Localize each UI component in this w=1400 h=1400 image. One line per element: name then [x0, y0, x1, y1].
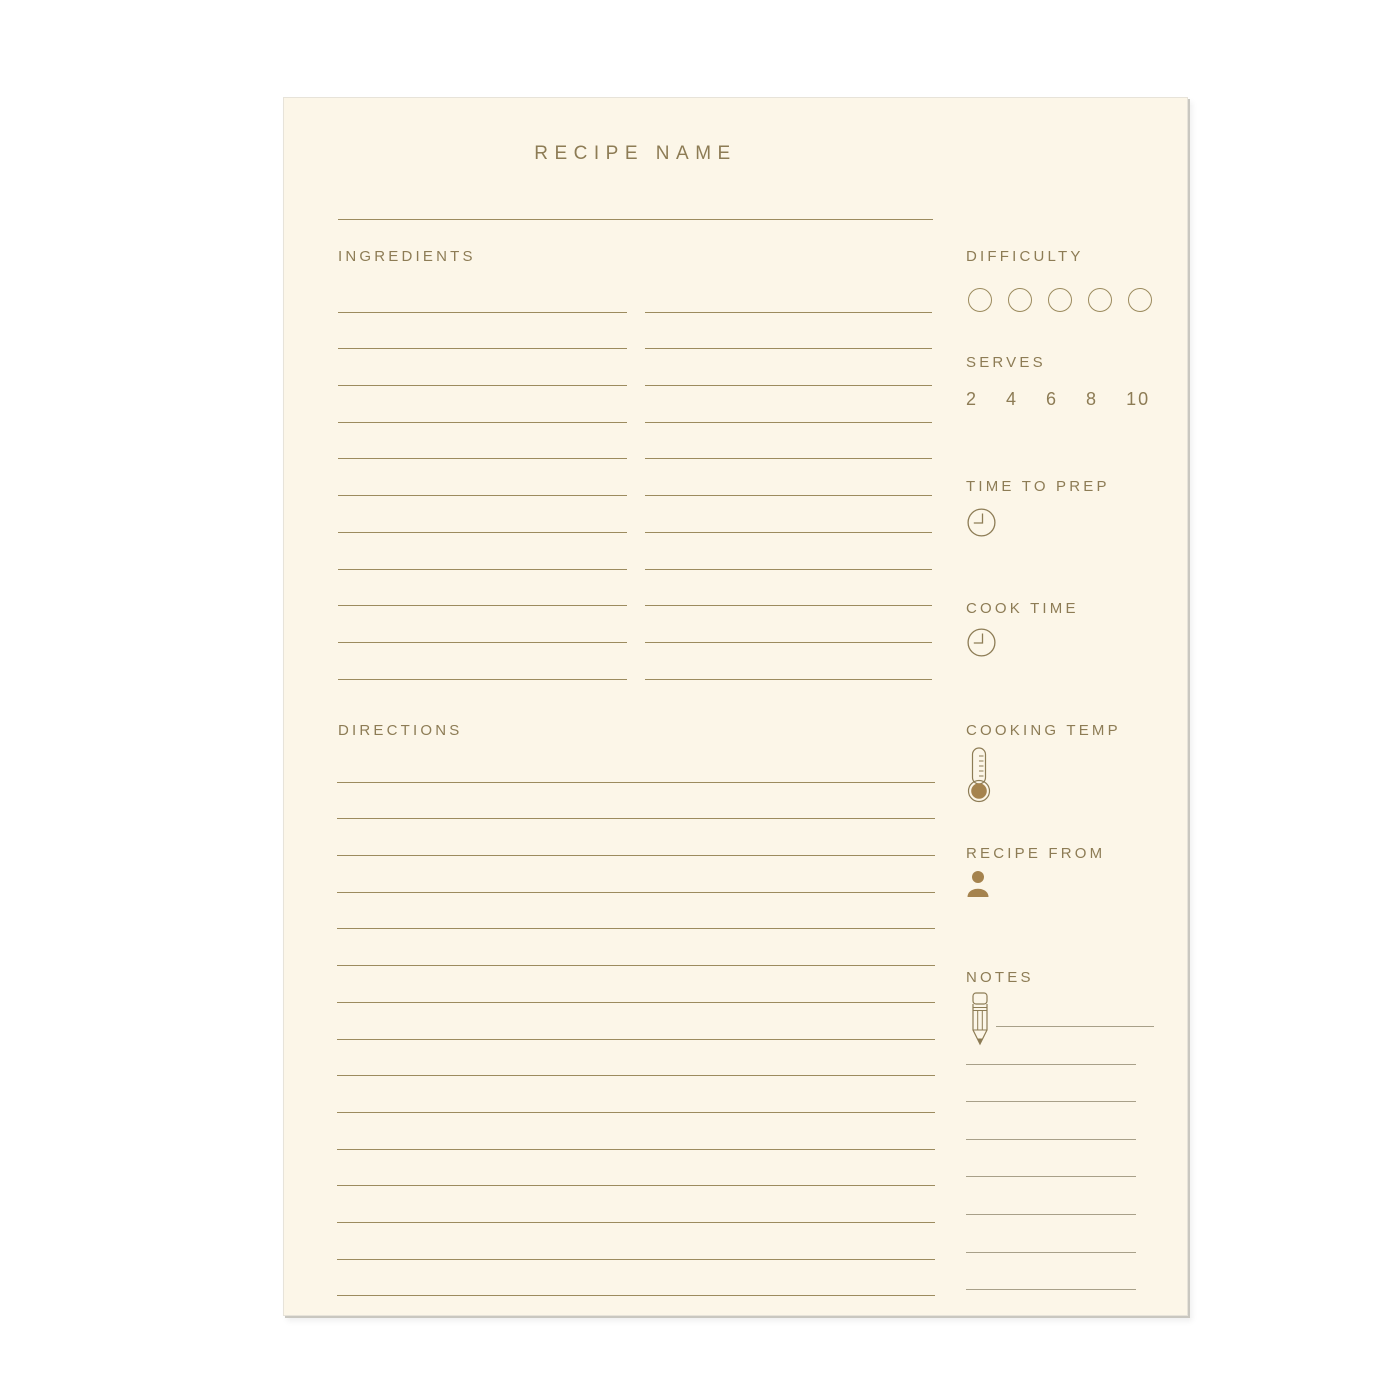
ingredient-blank-line[interactable]	[338, 276, 627, 313]
direction-blank-line[interactable]	[337, 1223, 935, 1260]
ingredient-blank-line[interactable]	[338, 570, 627, 607]
serves-option-10[interactable]: 10	[1126, 389, 1151, 409]
ingredient-blank-line[interactable]	[338, 496, 627, 533]
serves-option-8[interactable]: 8	[1086, 389, 1099, 409]
difficulty-rating	[968, 288, 1152, 312]
ingredient-blank-line[interactable]	[645, 570, 932, 607]
ingredient-blank-line[interactable]	[338, 606, 627, 643]
notes-blank-line[interactable]	[966, 1215, 1136, 1253]
serves-option-4[interactable]: 4	[1006, 389, 1019, 409]
ingredient-blank-line[interactable]	[645, 496, 932, 533]
direction-blank-line[interactable]	[337, 1040, 935, 1077]
cook-time-label: COOK TIME	[966, 600, 1079, 617]
difficulty-circle-3[interactable]	[1048, 288, 1072, 312]
clock-icon	[967, 508, 996, 537]
serves-option-2[interactable]: 2	[966, 389, 979, 409]
notes-blank-line[interactable]	[966, 1102, 1136, 1140]
notes-blank-line[interactable]	[966, 1027, 1136, 1065]
ingredient-blank-line[interactable]	[645, 386, 932, 423]
direction-blank-line[interactable]	[337, 1260, 935, 1297]
ingredient-blank-line[interactable]	[645, 423, 932, 460]
direction-blank-line[interactable]	[337, 746, 935, 783]
ingredient-blank-line[interactable]	[645, 313, 932, 350]
ingredient-blank-line[interactable]	[338, 533, 627, 570]
ingredient-blank-line[interactable]	[645, 643, 932, 680]
cooking-temp-label: COOKING TEMP	[966, 722, 1121, 739]
page-title: RECIPE NAME	[534, 143, 737, 164]
direction-blank-line[interactable]	[337, 1186, 935, 1223]
person-icon	[966, 870, 991, 897]
directions-label: DIRECTIONS	[338, 722, 463, 739]
ingredients-left-column	[338, 276, 627, 680]
notes-blank-line[interactable]	[966, 1253, 1136, 1291]
notes-lines	[966, 1027, 1136, 1290]
ingredient-blank-line[interactable]	[645, 276, 932, 313]
notes-blank-line[interactable]	[966, 1177, 1136, 1215]
notes-blank-line[interactable]	[966, 1140, 1136, 1178]
direction-blank-line[interactable]	[337, 819, 935, 856]
recipe-name-blank-line[interactable]	[338, 219, 933, 220]
ingredient-blank-line[interactable]	[338, 386, 627, 423]
direction-blank-line[interactable]	[337, 856, 935, 893]
ingredient-blank-line[interactable]	[645, 606, 932, 643]
ingredient-blank-line[interactable]	[645, 349, 932, 386]
notes-label: NOTES	[966, 969, 1034, 986]
ingredient-blank-line[interactable]	[645, 533, 932, 570]
time-to-prep-label: TIME TO PREP	[966, 478, 1110, 495]
difficulty-label: DIFFICULTY	[966, 248, 1084, 265]
ingredient-blank-line[interactable]	[338, 313, 627, 350]
difficulty-circle-5[interactable]	[1128, 288, 1152, 312]
direction-blank-line[interactable]	[337, 1113, 935, 1150]
thermometer-icon	[967, 747, 993, 803]
direction-blank-line[interactable]	[337, 929, 935, 966]
recipe-from-label: RECIPE FROM	[966, 845, 1106, 862]
ingredients-label: INGREDIENTS	[338, 248, 476, 265]
ingredient-blank-line[interactable]	[338, 643, 627, 680]
serves-label: SERVES	[966, 354, 1046, 371]
ingredients-right-column	[645, 276, 932, 680]
serves-option-6[interactable]: 6	[1046, 389, 1059, 409]
direction-blank-line[interactable]	[337, 966, 935, 1003]
ingredient-blank-line[interactable]	[338, 459, 627, 496]
direction-blank-line[interactable]	[337, 893, 935, 930]
direction-blank-line[interactable]	[337, 783, 935, 820]
difficulty-circle-2[interactable]	[1008, 288, 1032, 312]
direction-blank-line[interactable]	[337, 1150, 935, 1187]
difficulty-circle-1[interactable]	[968, 288, 992, 312]
recipe-card	[283, 97, 1188, 1316]
ingredient-blank-line[interactable]	[338, 423, 627, 460]
serves-options	[966, 390, 1150, 409]
ingredient-blank-line[interactable]	[338, 349, 627, 386]
difficulty-circle-4[interactable]	[1088, 288, 1112, 312]
notes-blank-line[interactable]	[966, 1065, 1136, 1103]
direction-blank-line[interactable]	[337, 1076, 935, 1113]
directions-lines	[337, 746, 935, 1296]
direction-blank-line[interactable]	[337, 1003, 935, 1040]
clock-icon	[967, 628, 996, 657]
ingredient-blank-line[interactable]	[645, 459, 932, 496]
